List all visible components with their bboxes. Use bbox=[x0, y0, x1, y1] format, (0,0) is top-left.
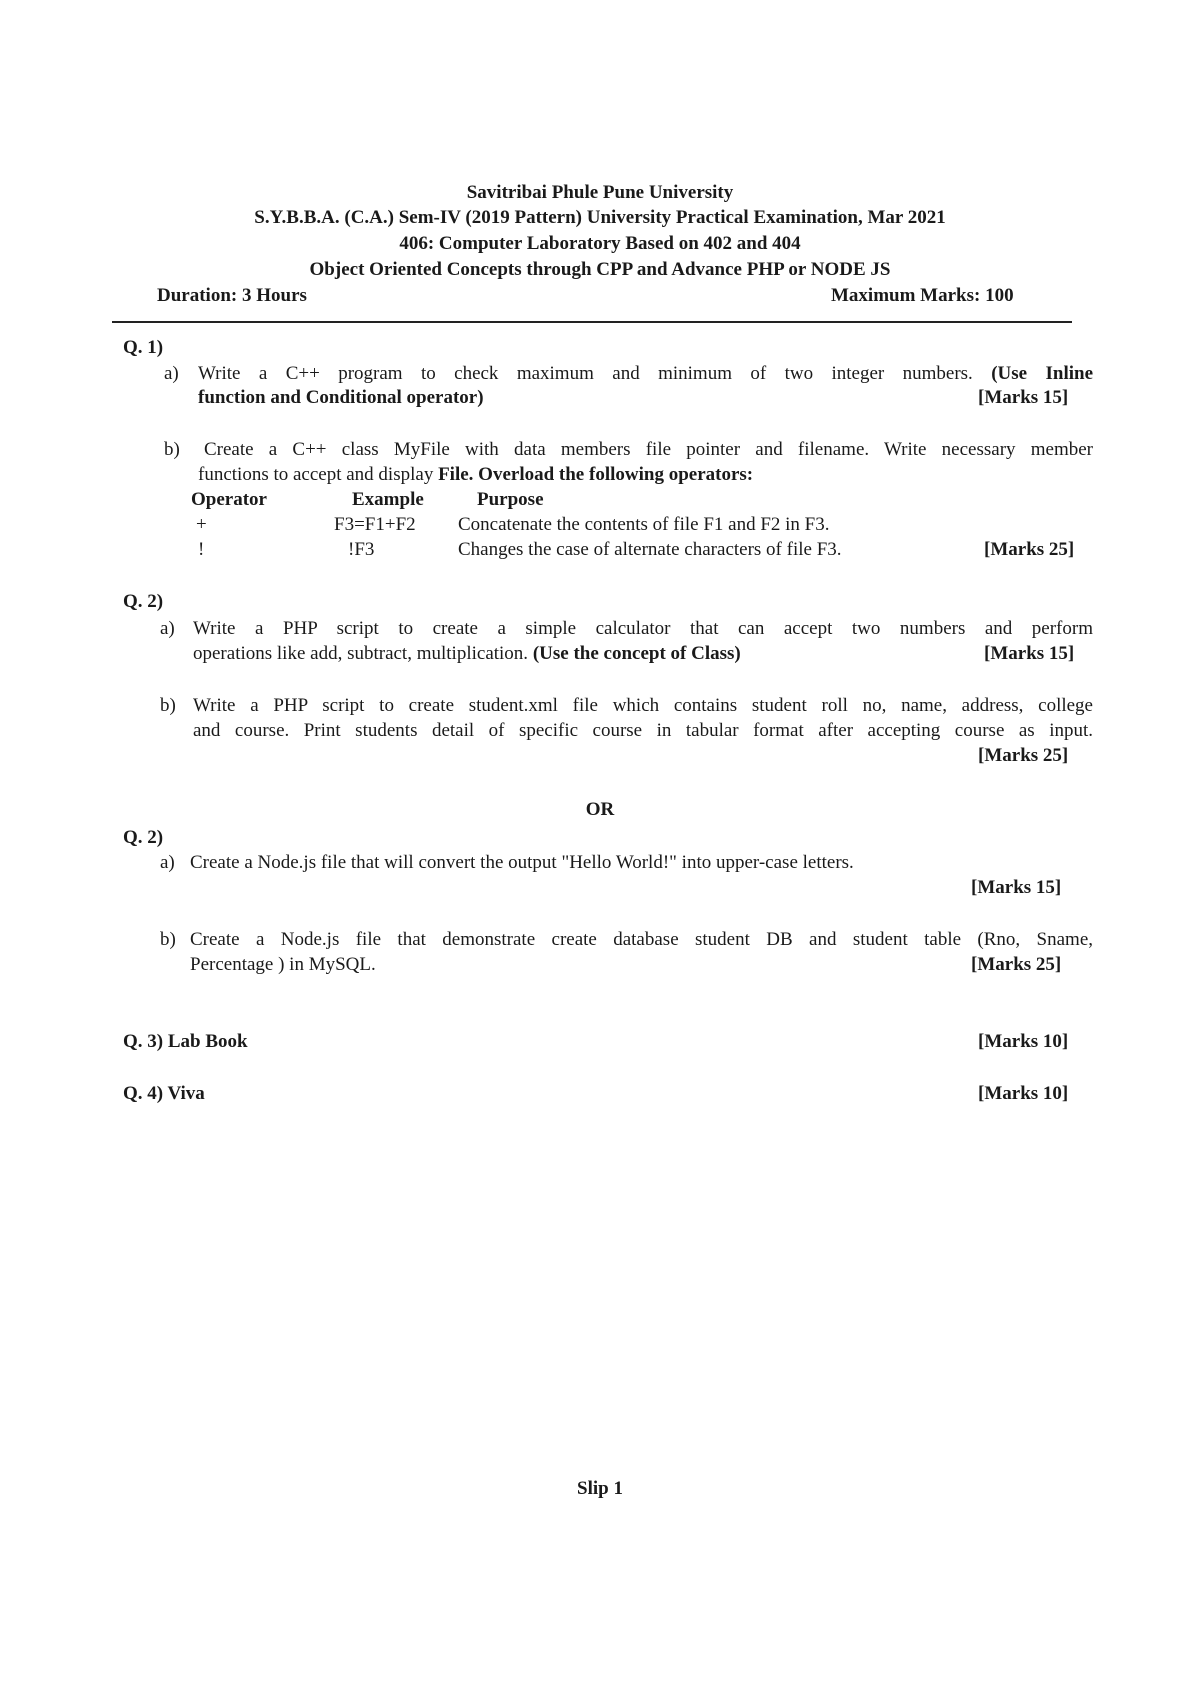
q2a-line2-bold: (Use the concept of Class) bbox=[532, 643, 741, 664]
q2a-label: a) bbox=[160, 618, 175, 639]
q1a-bold: (Use Inline bbox=[991, 363, 1094, 384]
q1b-line2-bold: File. Overload the following operators: bbox=[438, 464, 754, 485]
operator-table-row2-purpose: Changes the case of alternate characters of file F3. bbox=[458, 539, 842, 560]
q1b-line2 bbox=[198, 462, 753, 487]
q1b-line1: Create a C++ class MyFile with data members file pointer and filename. Write necessary member bbox=[204, 439, 1093, 460]
q2-heading: Q. 2) bbox=[123, 591, 164, 612]
exam-title: S.Y.B.B.A. (C.A.) Sem-IV (2019 Pattern) University Practical Examination, Mar 2021 bbox=[254, 207, 946, 228]
q1a-line2: function and Conditional operator) bbox=[198, 387, 484, 408]
q1a-marks: [Marks 15] bbox=[978, 387, 1069, 408]
operator-table-row2-example: !F3 bbox=[348, 539, 375, 560]
operator-table-row1-purpose: Concatenate the contents of file F1 and F2 in F3. bbox=[458, 514, 830, 535]
q4-marks: [Marks 10] bbox=[978, 1083, 1069, 1104]
q3-marks: [Marks 10] bbox=[978, 1031, 1069, 1052]
slip-number: Slip 1 bbox=[577, 1478, 623, 1499]
q2-alt-a-line1: Create a Node.js file that will convert the output "Hello World!" into upper-case letters. bbox=[190, 852, 854, 873]
q2-alt-b-marks: [Marks 25] bbox=[971, 954, 1062, 975]
q1b-line2-text: functions to accept and display bbox=[198, 464, 434, 485]
q2b-line1: Write a PHP script to create student.xml file which contains student roll no, name, address, college bbox=[193, 695, 1093, 716]
q3-label: Q. 3) Lab Book bbox=[123, 1031, 248, 1052]
operator-table-header-purpose: Purpose bbox=[477, 489, 544, 510]
or-separator: OR bbox=[585, 799, 615, 820]
operator-table-header-operator: Operator bbox=[191, 489, 267, 510]
operator-table-row2-op: ! bbox=[198, 539, 205, 560]
operator-table-header-example: Example bbox=[352, 489, 424, 510]
q1a-label: a) bbox=[164, 363, 179, 384]
q2b-line2: and course. Print students detail of specific course in tabular format after accepting course as input. bbox=[193, 720, 1093, 741]
q2a-line2 bbox=[193, 641, 741, 666]
q1a-text: Write a C++ program to check maximum and minimum of two integer numbers. bbox=[198, 363, 973, 384]
q2a-line2-text: operations like add, subtract, multiplication. bbox=[193, 643, 529, 664]
q2-alt-b-label: b) bbox=[160, 929, 176, 950]
q2a-line1: Write a PHP script to create a simple calculator that can accept two numbers and perform bbox=[193, 618, 1093, 639]
max-marks: Maximum Marks: 100 bbox=[831, 285, 1014, 306]
q2b-marks: [Marks 25] bbox=[978, 745, 1069, 766]
q2a-marks: [Marks 15] bbox=[984, 643, 1075, 664]
university-name: Savitribai Phule Pune University bbox=[466, 182, 734, 203]
q2-alt-a-label: a) bbox=[160, 852, 175, 873]
duration: Duration: 3 Hours bbox=[157, 285, 307, 306]
q2-alt-b-line1: Create a Node.js file that demonstrate create database student DB and student table (Rno, Sname, bbox=[190, 929, 1093, 950]
subject-title: Object Oriented Concepts through CPP and Advance PHP or NODE JS bbox=[309, 259, 891, 280]
q1b-label: b) bbox=[164, 439, 180, 460]
q2-alt-b-line2: Percentage ) in MySQL. bbox=[190, 954, 376, 975]
q1a-line1 bbox=[198, 361, 1093, 386]
q1-heading: Q. 1) bbox=[123, 337, 164, 358]
q2b-label: b) bbox=[160, 695, 176, 716]
q2-alt-heading: Q. 2) bbox=[123, 827, 164, 848]
operator-table-row1-example: F3=F1+F2 bbox=[334, 514, 416, 535]
q4-label: Q. 4) Viva bbox=[123, 1083, 205, 1104]
course-title: 406: Computer Laboratory Based on 402 and 404 bbox=[399, 233, 801, 254]
operator-table-row1-op: + bbox=[196, 514, 207, 535]
q2-alt-a-marks: [Marks 15] bbox=[971, 877, 1062, 898]
header-divider bbox=[112, 321, 1072, 323]
q1b-marks: [Marks 25] bbox=[984, 539, 1075, 560]
